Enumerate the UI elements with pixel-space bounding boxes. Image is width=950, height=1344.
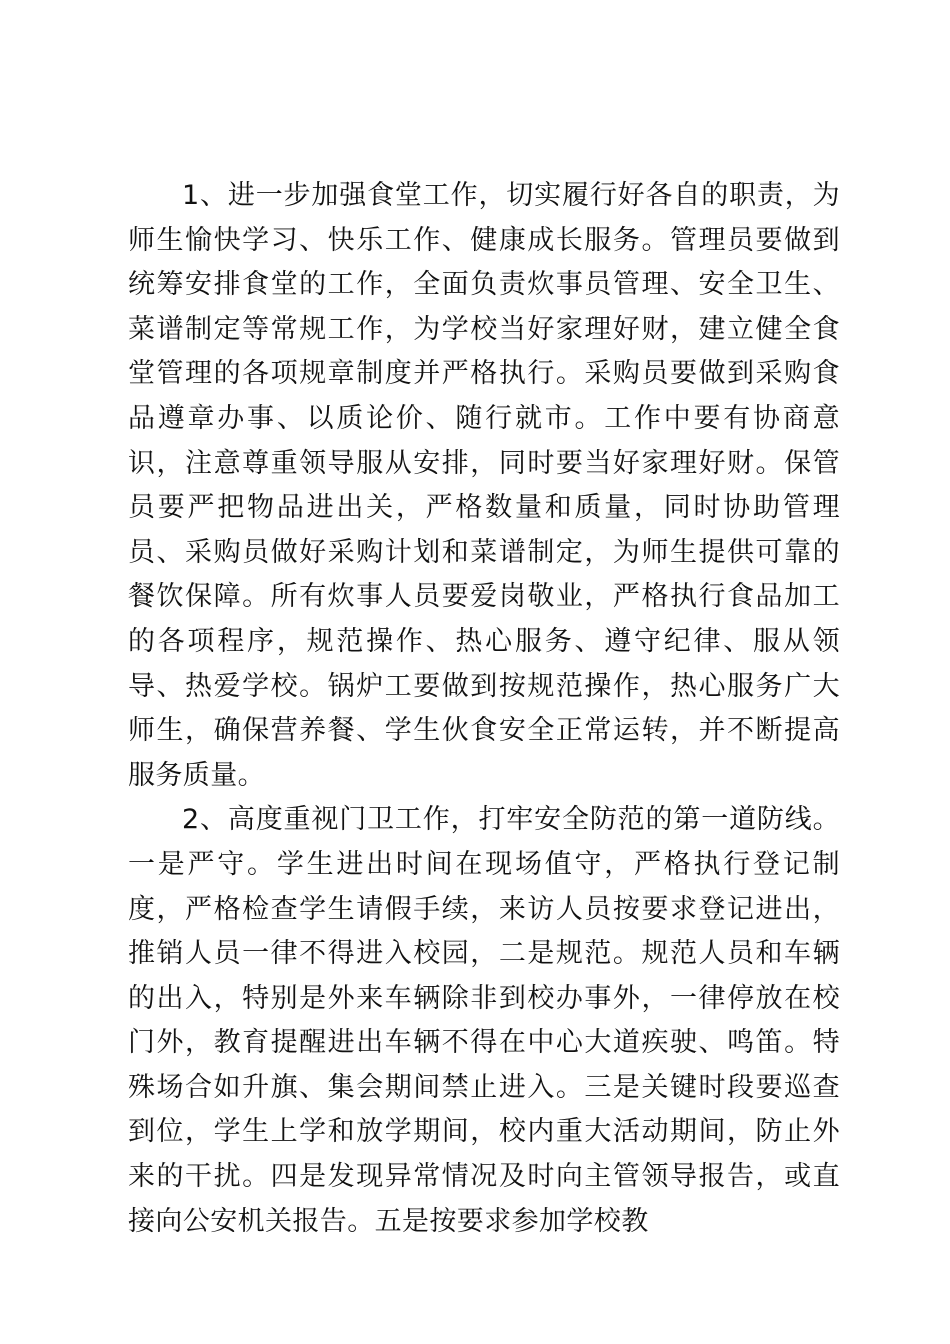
paragraph-gatekeeping: 2、高度重视门卫工作，打牢安全防范的第一道防线。一是严守。学生进出时间在现场值守，严格执行登记制度，严格检查学生请假手续，来访人员按要求登记进出，推销人员一律不得进入校园，二是规范。规范人员和车辆的出入，特别是外来车辆除非到校办事外，一律停放在校门外，教育提醒进出车辆不得在中心大道疾驶、鸣笛。特殊场合如升旗、集会期间禁止进入。三是关键时段要巡查到位，学生上学和放学期间，校内重大活动期间，防止外来的干扰。四是发现异常情况及时向主管领导报告，或直接向公安机关报告。五是按要求参加学校教 bbox=[128, 804, 840, 1237]
paragraph-canteen: 1、进一步加强食堂工作，切实履行好各自的职责，为师生愉快学习、快乐工作、健康成长服务。管理员要做到统筹安排食堂的工作，全面负责炊事员管理、安全卫生、菜谱制定等常规工作，为学校当好家理好财，建立健全食堂管理的各项规章制度并严格执行。采购员要做到采购食品遵章办事、以质论价、随行就市。工作中要有协商意识，注意尊重领导服从安排，同时要当好家理好财。保管员要严把物品进出关，严格数量和质量，同时协助管理员、采购员做好采购计划和菜谱制定，为师生提供可靠的餐饮保障。所有炊事人员要爱岗敬业，严格执行食品加工的各项程序，规范操作、热心服务、遵守纪律、服从领导、热爱学校。锅炉工要做到按规范操作，热心服务广大师生，确保营养餐、学生伙食安全正常运转，并不断提高服务质量。 bbox=[128, 180, 840, 791]
document-body bbox=[128, 174, 840, 1244]
